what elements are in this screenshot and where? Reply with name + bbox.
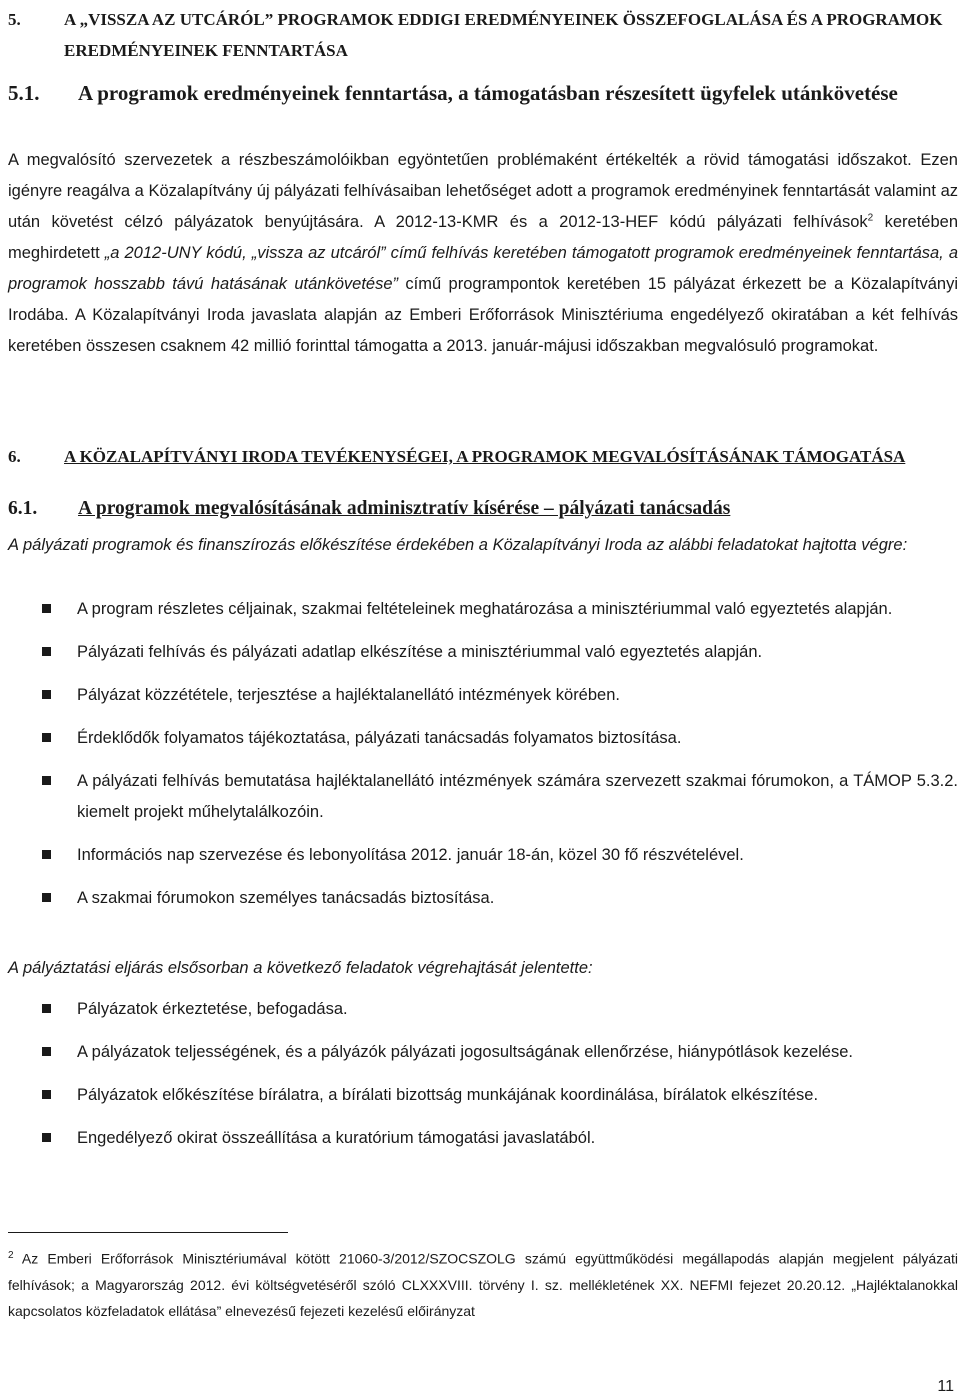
list-item (8, 840, 958, 871)
list-item-text: A program részletes céljainak, szakmai feltételeinek meghatározása a minisztériummal való egyeztetés alapján. (77, 600, 893, 618)
list-item-text: Pályázati felhívás és pályázati adatlap elkészítése a minisztériummal való egyeztetés alapján. (77, 643, 763, 661)
section-number: 6. (8, 447, 21, 466)
square-bullet-icon (42, 1133, 51, 1142)
section-5-1-heading (8, 78, 958, 108)
square-bullet-icon (42, 647, 51, 656)
list-item (8, 723, 958, 754)
square-bullet-icon (42, 604, 51, 613)
section-number: 5.1. (8, 81, 40, 105)
section-number: 6.1. (8, 498, 38, 519)
list-item-text: A pályázati felhívás bemutatása hajléktalanellátó intézmények számára szervezett szakmai fórumokon, a TÁMOP 5.3.2. kiemelt projekt műhelytalálkozóin. (77, 772, 958, 821)
list-item (8, 637, 958, 668)
section-number: 5. (8, 10, 21, 29)
section-title: A KÖZALAPÍTVÁNYI IRODA TEVÉKENYSÉGEI, A PROGRAMOK MEGVALÓSÍTÁSÁNAK TÁMOGATÁSA (64, 447, 906, 466)
list-item (8, 994, 958, 1025)
section-title: A programok megvalósításának adminisztratív kísérése – pályázati tanácsadás (78, 498, 731, 519)
section-title: A programok eredményeinek fenntartása, a támogatásban részesített ügyfelek utánkövetése (78, 81, 898, 105)
intro-paragraph: A pályázati programok és finanszírozás előkészítése érdekében a Közalapítványi Iroda az alábbi feladatokat hajtotta végre: (8, 536, 908, 554)
square-bullet-icon (42, 850, 51, 859)
list-item (8, 883, 958, 914)
section-6-1-heading (8, 494, 958, 524)
procedure-list (8, 994, 958, 1166)
square-bullet-icon (42, 893, 51, 902)
square-bullet-icon (42, 690, 51, 699)
footnote (8, 1243, 958, 1324)
task-list (8, 594, 958, 926)
list-item (8, 594, 958, 625)
paragraph-italic-text: „a 2012-UNY kódú, „vissza az utcáról” című felhívás keretében támogatott programok eredményeinek fenntartása, a programok hosszabb távú hatásának utánkövetése” (8, 244, 958, 293)
list-item-text: Érdeklődők folyamatos tájékoztatása, pályázati tanácsadás folyamatos biztosítása. (77, 729, 682, 747)
square-bullet-icon (42, 1004, 51, 1013)
footnote-text: Az Emberi Erőforrások Minisztériumával kötött 21060-3/2012/SZOCSZOLG számú együttműködési megállapodás alapján megjelent pályázati felhívások; a Magyarország 2012. évi költségvetéséről szóló CLXXXVIII. törvény I. sz. mellékletének XX. NEFMI fejezet 20.20.12. „Hajléktalanokkal kapcsolatos közfeladatok ellátása” elnevezésű fejezeti kezelésű előirányzat (8, 1250, 958, 1319)
page-number: 11 (937, 1378, 954, 1395)
list-item-text: A szakmai fórumokon személyes tanácsadás biztosítása. (77, 889, 495, 907)
paragraph-text: című programpontok keretében 15 pályázat érkezett be a Közalapítványi Irodába. A Közalapítványi Iroda javaslata alapján az Emberi Erőforrások Minisztériuma engedélyező okiratában a két felhívás keretében összesen csaknem 42 millió forinttal támogatta a 2013. január-májusi időszakban megvalósuló programokat. (8, 275, 958, 355)
list-item (8, 766, 958, 828)
paragraph-text: A megvalósító szervezetek a részbeszámolóikban egyöntetűen problémaként értékelték a rövid támogatási időszakot. Ezen igényre reagálva a Közalapítvány új pályázati felhívásaiban lehetőséget adott a programok eredményinek fenntartását valamint az után követést célzó pályázatok benyújtására. A 2012-13-KMR és a 2012-13-HEF kódú pályázati felhívások (8, 151, 958, 231)
list-item (8, 1080, 958, 1111)
list-item (8, 1123, 958, 1154)
footnote-separator (8, 1232, 288, 1233)
intro-paragraph: A pályáztatási eljárás elsősorban a következő feladatok végrehajtását jelentette: (8, 959, 593, 977)
list-item-text: Pályázatok előkészítése bírálatra, a bírálati bizottság munkájának koordinálása, bírálatok elkészítése. (77, 1086, 819, 1104)
section-6-heading (8, 442, 958, 472)
square-bullet-icon (42, 1047, 51, 1056)
footnote-mark: 2 (8, 1250, 14, 1261)
section-5-heading (8, 4, 958, 66)
list-item-text: A pályázatok teljességének, és a pályázók pályázati jogosultságának ellenőrzése, hiánypótlások kezelése. (77, 1043, 853, 1061)
paragraph-text: keretében meghirdetett (8, 213, 958, 262)
footnote-reference[interactable]: 2 (867, 212, 874, 224)
body-paragraph (8, 145, 958, 362)
list-item-text: Pályázat közzététele, terjesztése a hajléktalanellátó intézmények körében. (77, 686, 620, 704)
list-item-text: Információs nap szervezése és lebonyolítása 2012. január 18-án, közel 30 fő részvételével. (77, 846, 744, 864)
list-item (8, 1037, 958, 1068)
square-bullet-icon (42, 733, 51, 742)
square-bullet-icon (42, 1090, 51, 1099)
list-item-text: Engedélyező okirat összeállítása a kuratórium támogatási javaslatából. (77, 1129, 596, 1147)
square-bullet-icon (42, 776, 51, 785)
section-title: A „VISSZA AZ UTCÁRÓL” PROGRAMOK EDDIGI EREDMÉNYEINEK ÖSSZEFOGLALÁSA ÉS A PROGRAMOK EREDMÉNYEINEK FENNTARTÁSA (64, 10, 943, 60)
list-item-text: Pályázatok érkeztetése, befogadása. (77, 1000, 348, 1018)
list-item (8, 680, 958, 711)
